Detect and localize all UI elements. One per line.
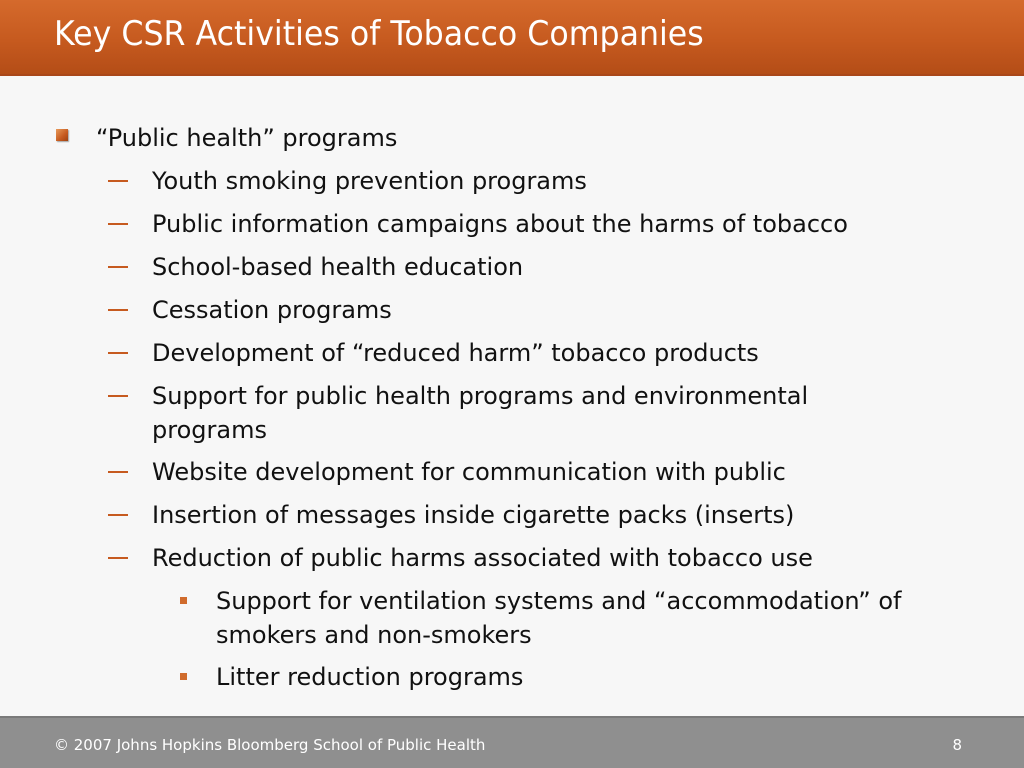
sub-bullet-item: Youth smoking prevention programs <box>152 167 587 195</box>
sub-bullet-item: Public information campaigns about the harms of tobacco <box>152 210 848 238</box>
sub-bullet-item: School-based health education <box>152 253 524 281</box>
square-bullet-icon <box>56 129 68 141</box>
copyright-text: © 2007 Johns Hopkins Bloomberg School of Public Health <box>54 736 486 754</box>
dash-bullet-icon <box>108 180 128 182</box>
small-square-bullet-icon <box>180 597 187 604</box>
sub-bullet-item: Reduction of public harms associated with tobacco use <box>152 544 813 572</box>
sub-bullet-item: Support for public health programs and environmental programs <box>152 382 809 444</box>
dash-bullet-icon <box>108 514 128 516</box>
bullet-public-health-programs: “Public health” programs <box>96 124 398 152</box>
slide-title: Key CSR Activities of Tobacco Companies <box>54 14 704 54</box>
sub-sub-bullet-item: Litter reduction programs <box>216 663 524 691</box>
sub-bullet-item: Development of “reduced harm” tobacco products <box>152 339 759 367</box>
sub-bullet-item: Insertion of messages inside cigarette packs (inserts) <box>152 501 795 529</box>
dash-bullet-icon <box>108 266 128 268</box>
footer-bar <box>0 716 1024 768</box>
dash-bullet-icon <box>108 352 128 354</box>
dash-bullet-icon <box>108 395 128 397</box>
dash-bullet-icon <box>108 223 128 225</box>
dash-bullet-icon <box>108 557 128 559</box>
sub-bullet-item: Website development for communication with public <box>152 458 786 486</box>
dash-bullet-icon <box>108 471 128 473</box>
dash-bullet-icon <box>108 309 128 311</box>
small-square-bullet-icon <box>180 673 187 680</box>
sub-sub-bullet-item: Support for ventilation systems and “accommodation” of smokers and non-smokers <box>216 587 902 649</box>
page-number: 8 <box>952 736 962 754</box>
sub-bullet-item: Cessation programs <box>152 296 392 324</box>
